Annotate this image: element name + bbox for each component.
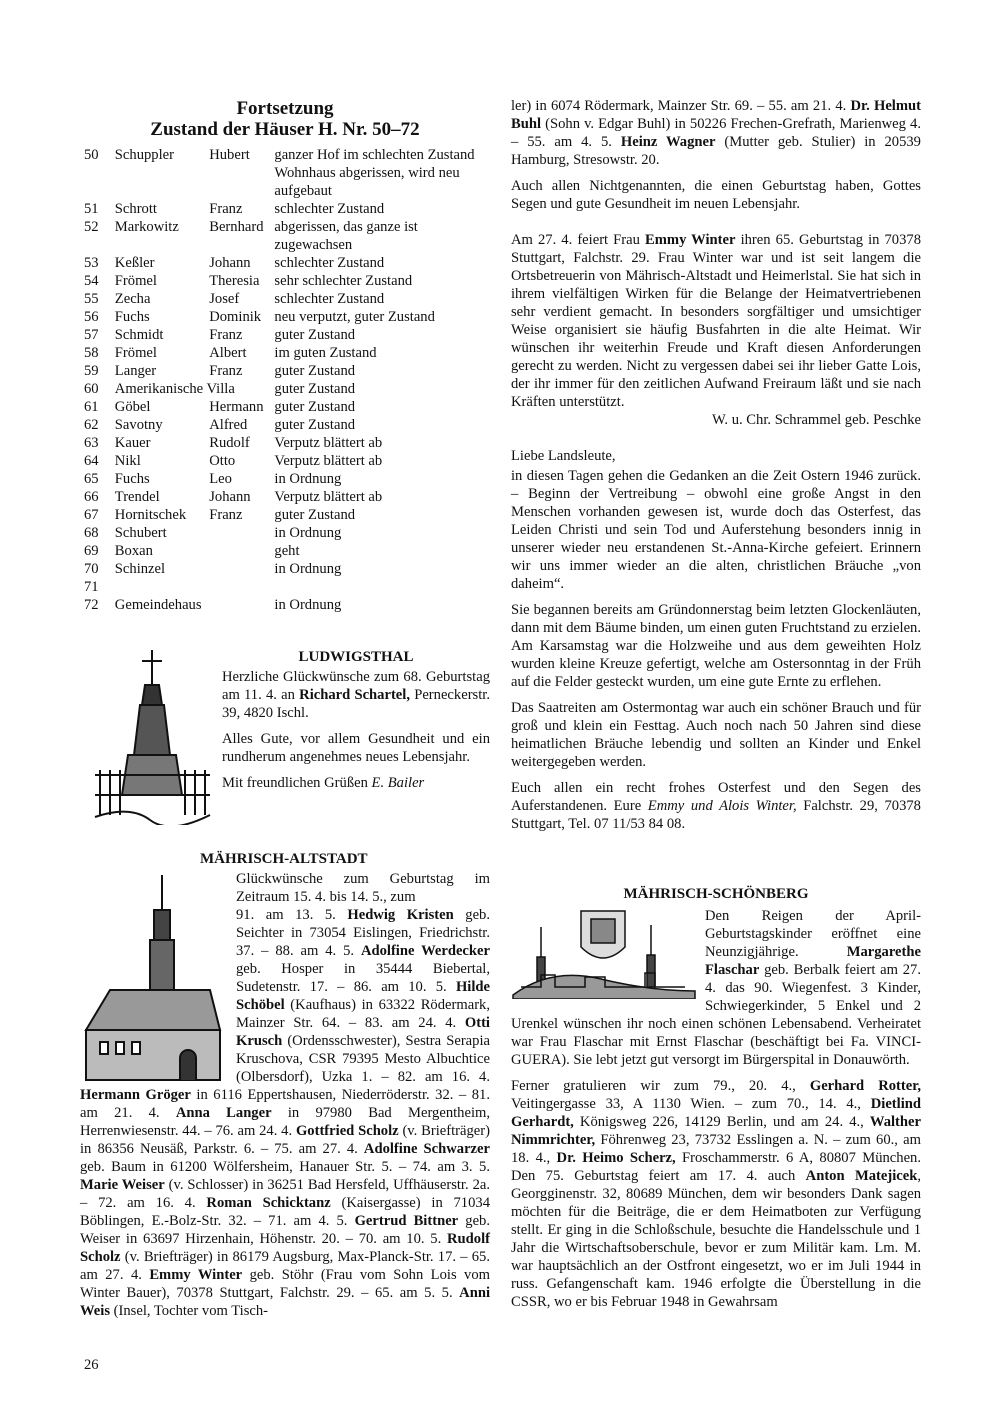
- house-owner-first-name: Johann: [209, 255, 251, 271]
- title-line-1: Fortsetzung: [236, 98, 334, 119]
- house-row: [84, 344, 494, 362]
- house-condition: Verputz blättert ab: [274, 435, 383, 451]
- person-name: Anton Matejicek: [805, 1168, 918, 1184]
- tribute-signature: W. u. Chr. Schrammel geb. Peschke: [711, 412, 921, 428]
- house-number: 51: [84, 201, 99, 217]
- house-owner-first-name: Franz: [209, 507, 243, 523]
- house-row: [84, 218, 494, 254]
- paragraph: Ferner gratulieren wir zum 79., 20. 4., Gerhard Rotter, Veitingergasse 33, A 1130 Wien. – zum 70., 14. 4., Dietlind Gerhardt, Königsweg 226, 14129 Berlin, und am 24. 4., Walther Nimmrichter, Föhrenweg 23, 73732 Esslingen a. N. – zum 60., am 18. 4., Dr. Heimo Scherz, Froschammerstr. 6 A, 80807 München. Den 75. Geburtstag feiert am 17. 4. auch Anton Matejicek, Georgginenstr. 32, 80689 München, dem wir besonders Dank sagen möchten für die Beiträge, die er dem Heimatboten zur Verfügung stellt. Er ging in die Schloßschule, besuchte die Handelsschule und 1 Jahr die Wirtschaftsoberschule, bevor er zum Militär kam. Lm. M. war hauptsächlich an der Ostfront eingesetzt, wo er im Juli 1944 in russ. Gefangenschaft kam. 1946 erfolgte die Überstellung in die CSSR, wo er bis Februar 1948 in Gewahrsam: [511, 1078, 922, 1310]
- easter-greeting: Liebe Landsleute,: [511, 448, 616, 464]
- person-name: Richard Schartel,: [299, 687, 410, 703]
- house-condition: in Ordnung: [274, 561, 342, 577]
- house-owner-name: Kauer: [114, 435, 151, 451]
- houses-table-wrap: [84, 146, 494, 614]
- house-owner-name: Markowitz: [114, 219, 179, 235]
- house-number: 67: [84, 507, 99, 523]
- house-row: [84, 146, 494, 200]
- house-row: [84, 416, 494, 434]
- house-owner-first-name: Otto: [209, 453, 236, 469]
- house-owner-first-name: Theresia: [209, 273, 260, 289]
- house-owner-name: Göbel: [114, 399, 151, 415]
- person-name: Adolfine Schwarzer: [363, 1141, 490, 1157]
- person-name: Hedwig Kristen: [347, 907, 454, 923]
- house-row: [84, 506, 494, 524]
- house-owner-name: Amerikanische Villa: [114, 381, 235, 397]
- house-condition: schlechter Zustand: [274, 201, 385, 217]
- house-number: 72: [84, 597, 99, 613]
- house-row: [84, 488, 494, 506]
- house-owner-name: Savotny: [114, 417, 163, 433]
- house-owner-first-name: Bernhard: [209, 219, 264, 235]
- schoenberg-heading: MÄHRISCH-SCHÖNBERG: [623, 886, 809, 902]
- paragraph: Das Saatreiten am Ostermontag war auch ein schöner Brauch und für groß und klein ein Festtag. Auch noch nach 50 Jahren sind diese heimatlichen Bräuche lebendig und sollten an Kinder und Enkel weitergegeben werden.: [511, 700, 921, 770]
- ludwigsthal-heading: LUDWIGSTHAL: [298, 649, 414, 665]
- house-owner-first-name: [209, 560, 274, 578]
- house-owner-first-name: Hermann: [209, 399, 264, 415]
- house-number: 65: [84, 471, 99, 487]
- house-row: [84, 290, 494, 308]
- house-owner-first-name: Franz: [209, 201, 243, 217]
- house-owner-name: Langer: [114, 363, 157, 379]
- person-name: Gottfried Scholz: [295, 1123, 399, 1139]
- house-owner-first-name: Rudolf: [209, 435, 250, 451]
- town-crest-illustration: [511, 907, 697, 999]
- person-name: Gerhard Rotter,: [809, 1078, 922, 1094]
- paragraph: Mit freundlichen Grüßen E. Bailer: [222, 775, 425, 791]
- town-hall-illustration: [80, 870, 230, 1086]
- title-line-2: Zustand der Häuser H. Nr. 50–72: [150, 119, 420, 140]
- house-owner-first-name: Dominik: [209, 309, 262, 325]
- house-number: 55: [84, 291, 99, 307]
- house-owner-name: Schrott: [114, 201, 157, 217]
- paragraph: in diesen Tagen gehen die Gedanken an die Zeit Ostern 1946 zurück. – Beginn der Vertreibung – obwohl eine große Angst in den Menschen vorhanden gewesen ist, wurde doch das Osterfest, das Leiden Christi und sein Tod und Auferstehung besonders innig in unserer wieder neu erstandenen St.-Anna-Kirche gefeiert. Erinnern wir uns immer wieder an die alten, christlichen Bräuche „von daheim“.: [511, 468, 921, 592]
- houses-table: [84, 146, 494, 614]
- monument-illustration: [90, 645, 215, 825]
- paragraph: Herzliche Glückwünsche zum 68. Geburtstag am 11. 4. an Richard Schartel, Perneckerstr. 39, 4820 Ischl.: [222, 669, 490, 721]
- altstadt-wishes: Auch allen Nichtgenannten, die einen Geburtstag haben, Gottes Segen und gute Gesundheit im neuen Lebensjahr.: [511, 178, 921, 212]
- house-condition: guter Zustand: [274, 399, 356, 415]
- house-number: 50: [84, 147, 99, 163]
- emmy-winter-tribute: Am 27. 4. feiert Frau Emmy Winter ihren 65. Geburtstag in 70378 Stuttgart, Falchstr. 29. Frau Winter war und ist seit langem die Ortsbetreuerin von Mährisch-Altstadt und Heimerlstal. Sie hat sich in ihrem vielfältigen Wirken für die Belange der Heimatvertriebenen sehr verdient gemacht. In besonders sorgfältiger und umsichtiger Weise organisiert sie häufig Busfahrten in die alte Heimat. Wir wünschen ihr weiterhin Freude und Kraft diesen Anforderungen gerecht zu werden. Nicht zu vergessen dabei sei ihr lieber Gatte Lois, der ihr immer für den zeitlichen Aufwand Freiraum läßt und sie nach Kräften unterstützt.: [511, 232, 921, 410]
- person-name: Margarethe Flaschar: [705, 944, 921, 978]
- house-row: [84, 200, 494, 218]
- house-number: 54: [84, 273, 99, 289]
- person-name: Hermann Gröger: [80, 1087, 191, 1103]
- house-number: 62: [84, 417, 99, 433]
- house-row: [84, 254, 494, 272]
- house-row: [84, 542, 494, 560]
- house-owner-name: Zecha: [114, 291, 151, 307]
- house-owner-name: Fuchs: [114, 471, 150, 487]
- house-owner-first-name: Hubert: [209, 147, 250, 163]
- house-owner-name: Schmidt: [114, 327, 164, 343]
- schoenberg-section: [511, 885, 921, 1319]
- house-row: [84, 452, 494, 470]
- house-number: 71: [84, 579, 99, 595]
- house-owner-name: [115, 578, 209, 596]
- ludwigsthal-text: [222, 668, 490, 792]
- person-name: Emmy Winter: [149, 1267, 243, 1283]
- house-number: 56: [84, 309, 99, 325]
- house-row: [84, 578, 494, 596]
- house-condition: in Ordnung: [274, 471, 342, 487]
- house-condition: Verputz blättert ab: [274, 453, 383, 469]
- house-condition: guter Zustand: [274, 381, 356, 397]
- house-number: 53: [84, 255, 99, 271]
- house-owner-first-name: Josef: [209, 291, 240, 307]
- person-name: Adolfine Werdecker: [360, 943, 490, 959]
- house-condition: neu verputzt, guter Zustand: [274, 309, 435, 325]
- person-name: Dr. Helmut Buhl: [511, 98, 921, 132]
- house-condition: in Ordnung: [274, 597, 342, 613]
- house-row: [84, 326, 494, 344]
- person-name: Heinz Wagner: [620, 134, 716, 150]
- house-number: 52: [84, 219, 99, 235]
- house-number: 61: [84, 399, 99, 415]
- house-row: [84, 362, 494, 380]
- house-condition: guter Zustand: [274, 417, 356, 433]
- house-condition: im guten Zustand: [274, 345, 377, 361]
- house-owner-name: Nikl: [114, 453, 141, 469]
- altstadt-section: [80, 850, 490, 1320]
- houses-title: [80, 98, 490, 140]
- signature-name: E. Bailer: [371, 775, 425, 791]
- house-number: 60: [84, 381, 99, 397]
- signature-name: Emmy und Alois Winter,: [647, 798, 797, 814]
- person-name: Gertrud Bittner: [354, 1213, 459, 1229]
- paragraph: Sie begannen bereits am Gründonnerstag beim letzten Glockenläuten, dann mit dem Bäume binden, um einen guten Fruchtstand zu erzielen. Am Karsamstag war die Holzweihe und aus dem geweihten Holz wurden kleine Kreuze gefertigt, welche am Ostersonntag in der Früh auf die Felder gesteckt wurden, um eine gute Ernte zu erflehen.: [511, 602, 921, 690]
- person-name: Roman Schicktanz: [206, 1195, 331, 1211]
- house-owner-first-name: [209, 524, 274, 542]
- house-owner-first-name: Franz: [209, 327, 243, 343]
- house-row: [84, 434, 494, 452]
- house-row: [84, 272, 494, 290]
- house-row: [84, 398, 494, 416]
- house-row: [84, 560, 494, 578]
- house-owner-first-name: [209, 596, 274, 614]
- house-owner-name: Schuppler: [114, 147, 174, 163]
- house-number: 69: [84, 543, 99, 559]
- house-number: 63: [84, 435, 99, 451]
- house-owner-name: Boxan: [114, 543, 153, 559]
- house-condition: schlechter Zustand: [274, 291, 385, 307]
- house-owner-name: Gemeindehaus: [114, 597, 202, 613]
- house-owner-name: Frömel: [114, 273, 157, 289]
- page-number: 26: [84, 1357, 99, 1373]
- altstadt-birthdays-continued: ler) in 6074 Rödermark, Mainzer Str. 69. – 55. am 21. 4. Dr. Helmut Buhl (Sohn v. Edgar Buhl) in 50226 Frechen-Grefrath, Marienweg 4. – 55. am 4. 5. Heinz Wagner (Mutter geb. Stulier) in 20539 Hamburg, Stresowstr. 20.: [511, 98, 921, 168]
- house-number: 68: [84, 525, 99, 541]
- house-condition: in Ordnung: [274, 525, 342, 541]
- person-name: Walther Nimmrichter,: [511, 1114, 921, 1148]
- house-owner-first-name: Alfred: [209, 417, 248, 433]
- person-name: Anni Weis: [80, 1285, 490, 1319]
- house-owner-first-name: Leo: [209, 471, 232, 487]
- person-name: Emmy Winter: [645, 232, 736, 248]
- house-owner-first-name: Johann: [209, 489, 251, 505]
- house-number: 70: [84, 561, 99, 577]
- house-row: [84, 524, 494, 542]
- house-condition: guter Zustand: [274, 363, 356, 379]
- house-row: [84, 308, 494, 326]
- person-name: Anna Langer: [175, 1105, 272, 1121]
- house-row: [84, 380, 494, 398]
- house-owner-first-name: [209, 578, 274, 596]
- easter-letter: [511, 467, 921, 833]
- house-owner-first-name: [209, 542, 274, 560]
- house-number: 58: [84, 345, 99, 361]
- paragraph: Den Reigen der April-Geburtstagskinder eröffnet eine Neunzigjährige. Margarethe Flaschar geb. Berbalk feiert am 27. 4. das 90. Wiegenfest. 3 Kinder, Schwiegerkinder, 5 Enkel und 2 Urenkel wünschen ihr noch einen schönen Lebensabend. Verheiratet war Frau Flaschar mit Ernst Flaschar (beschäftigt bei Fa. VINCI-GUERA). Sie lebt jetzt gut versorgt im Bürgerspital in Donauwörth.: [511, 908, 921, 1068]
- person-name: Hilde Schöbel: [236, 979, 490, 1013]
- house-owner-first-name: Franz: [209, 363, 243, 379]
- house-owner-name: Schubert: [114, 525, 167, 541]
- house-row: [84, 596, 494, 614]
- house-number: 59: [84, 363, 99, 379]
- altstadt-birthdays: Glückwünsche zum Geburtstag im Zeitraum 15. 4. bis 14. 5., zum 91. am 13. 5. Hedwig Kristen geb. Seichter in 73054 Eislingen, Friedrichstr. 37. – 88. am 4. 5. Adolfine Werdecker geb. Hosper in 35444 Biebertal, Sudetenstr. 17. – 86. am 10. 5. Hilde Schöbel (Kaufhaus) in 63322 Rödermark, Mainzer Str. 64. – 83. am 24. 4. Otti Krusch (Ordensschwester), Sestra Serapia Kruschova, CSR 79395 Mesto Albuchtice (Olbersdorf), Uzka 1. – 82. am 16. 4. Hermann Gröger in 6116 Eppertshausen, Niederröderstr. 32. – 81. am 21. 4. Anna Langer in 97980 Bad Mergentheim, Herrenwiesenstr. 44. – 76. am 24. 4. Gottfried Scholz (v. Briefträger) in 86356 Neusäß, Parkstr. 6. – 75. am 27. 4. Adolfine Schwarzer geb. Baum in 61200 Wölfersheim, Hanauer Str. 5. – 74. am 3. 5. Marie Weiser (v. Schlosser) in 36251 Bad Hersfeld, Uffhäuserstr. 2a. – 72. am 16. 4. Roman Schicktanz (Kaisergasse) in 71034 Böblingen, E.-Bolz-Str. 32. – 71. am 4. 5. Gertrud Bittner geb. Weiser in 63697 Hirzenhain, Höhenstr. 20. – 70. am 10. 5. Rudolf Scholz (v. Briefträger) in 86179 Augsburg, Max-Planck-Str. 17. – 65. am 27. 4. Emmy Winter geb. Stöhr (Frau vom Sohn Lois vom Winter Bauer), 70378 Stuttgart, Falchstr. 29. – 65. am 5. 5. Anni Weis (Insel, Tochter vom Tisch-: [80, 871, 491, 1319]
- altstadt-heading: MÄHRISCH-ALTSTADT: [200, 851, 368, 867]
- house-owner-name: Hornitschek: [114, 507, 187, 523]
- house-condition: ganzer Hof im schlechten Zustand Wohnhaus abgerissen, wird neu aufgebaut: [274, 147, 475, 199]
- house-number: 66: [84, 489, 99, 505]
- house-owner-name: Keßler: [114, 255, 155, 271]
- house-condition: schlechter Zustand: [274, 255, 385, 271]
- person-name: Dr. Heimo Scherz,: [556, 1150, 676, 1166]
- paragraph: Euch allen ein recht frohes Osterfest und den Segen des Auferstandenen. Eure Emmy und Alois Winter, Falchstr. 29, 70378 Stuttgart, Tel. 07 11/53 84 08.: [511, 780, 921, 832]
- house-owner-name: Trendel: [114, 489, 160, 505]
- person-name: Rudolf Scholz: [80, 1231, 490, 1265]
- person-name: Marie Weiser: [80, 1177, 165, 1193]
- house-owner-name: Fuchs: [114, 309, 150, 325]
- house-number: 64: [84, 453, 99, 469]
- right-column-top: [511, 97, 921, 841]
- house-number: 57: [84, 327, 99, 343]
- house-condition: guter Zustand: [274, 327, 356, 343]
- house-condition: [274, 578, 494, 596]
- ludwigsthal-section: [222, 648, 490, 800]
- house-condition: geht: [274, 543, 300, 559]
- house-condition: guter Zustand: [274, 507, 356, 523]
- house-condition: sehr schlechter Zustand: [274, 273, 413, 289]
- house-condition: abgerissen, das ganze ist zugewachsen: [274, 219, 418, 253]
- house-owner-first-name: Albert: [209, 345, 247, 361]
- person-name: Otti Krusch: [236, 1015, 490, 1049]
- paragraph: Alles Gute, vor allem Gesundheit und ein rundherum angenehmes neues Lebensjahr.: [222, 731, 490, 765]
- house-owner-name: Frömel: [114, 345, 157, 361]
- house-condition: Verputz blättert ab: [274, 489, 383, 505]
- house-row: [84, 470, 494, 488]
- house-owner-name: Schinzel: [114, 561, 166, 577]
- person-name: Dietlind Gerhardt,: [511, 1096, 921, 1130]
